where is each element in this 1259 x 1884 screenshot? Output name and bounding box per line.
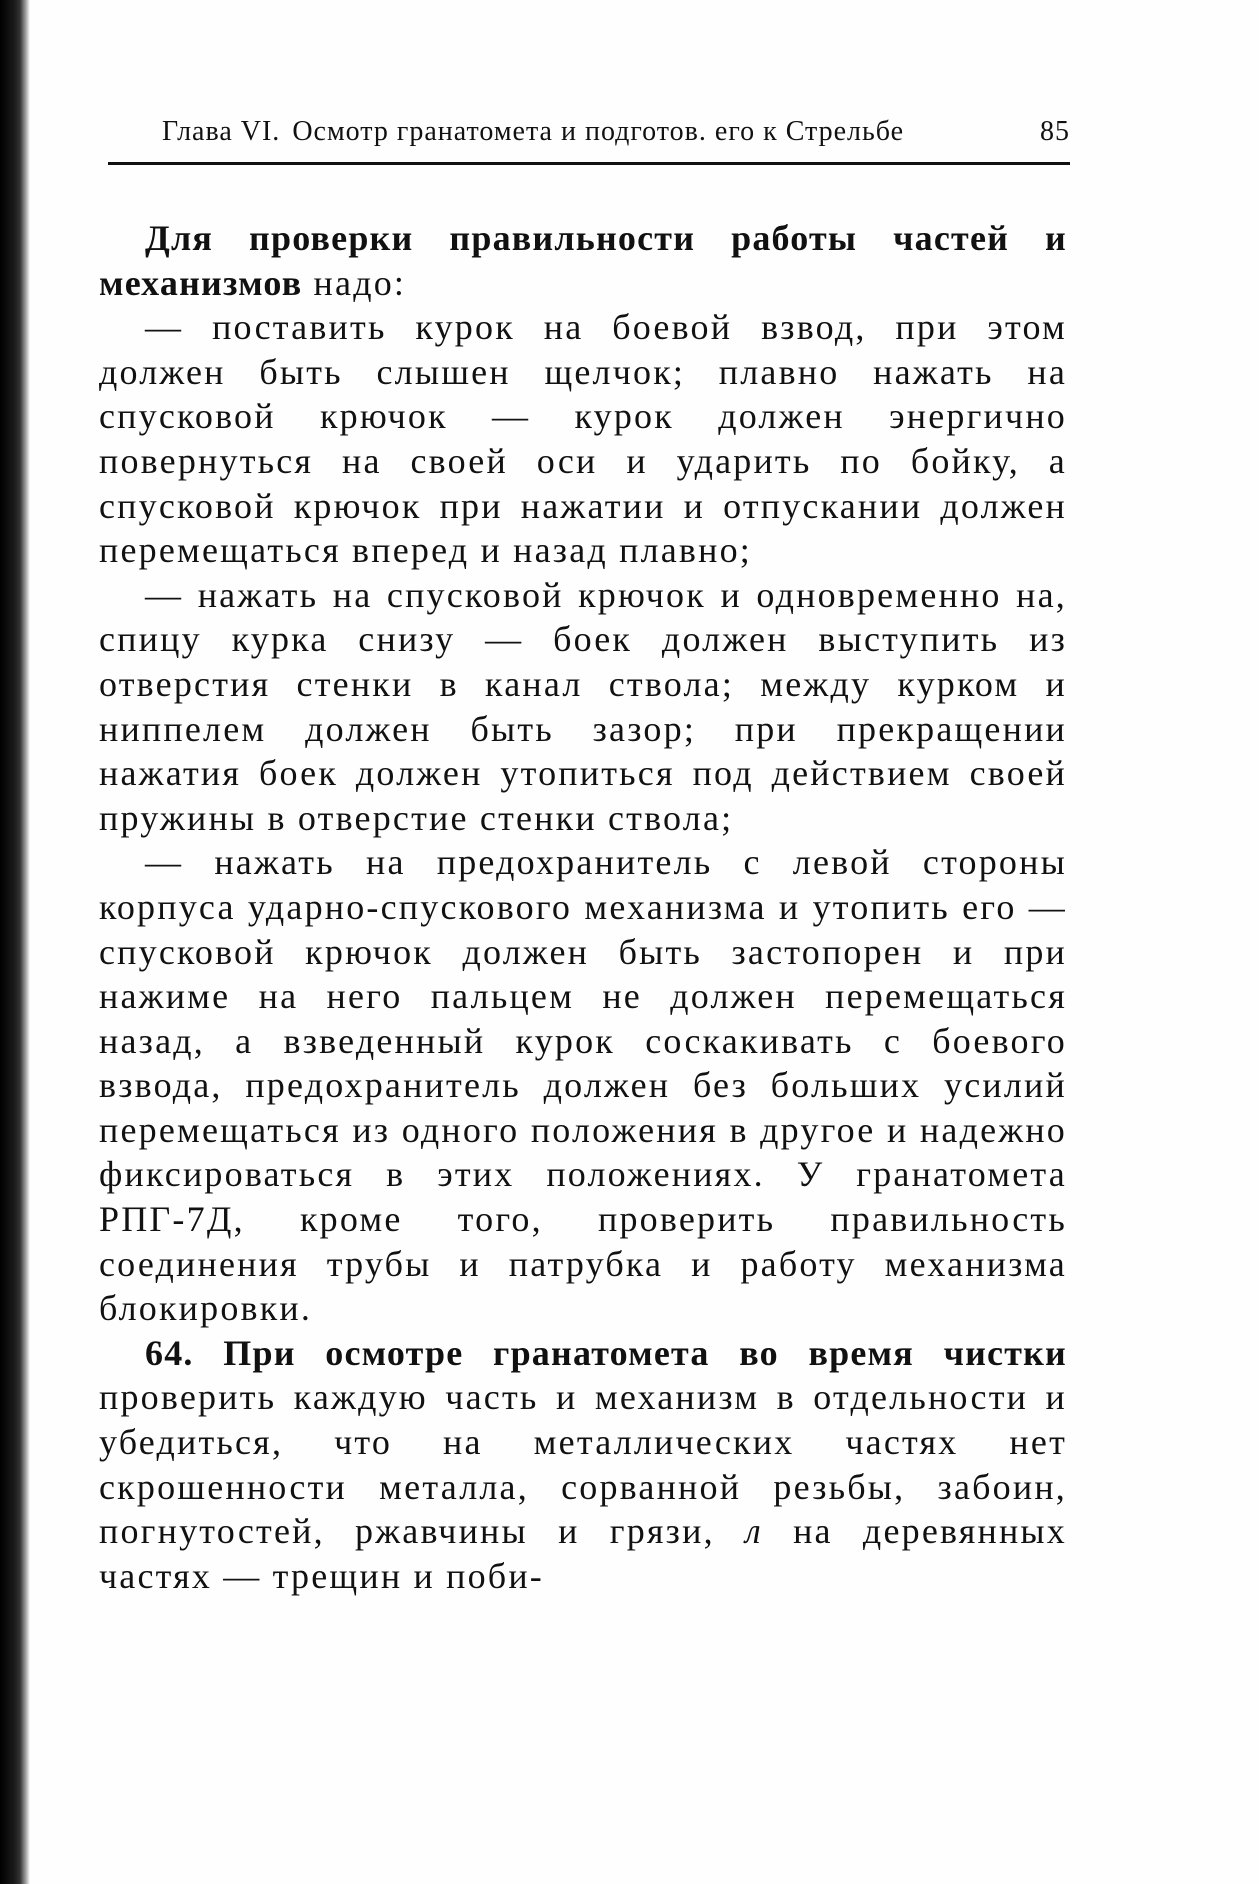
paragraph-safety-check: — нажать на предохранитель с левой стороны корпуса ударно-спускового механизма и утопить его — спусковой крючок должен быть застопорен и при нажиме на него пальцем не должен перемещаться назад, а взведенный курок соскакивать с боевого взвода, предохранитель должен без больших усилий перемещаться из одного положения в другое и надежно фиксироваться в этих положениях. У гранатомета РПГ-7Д, кроме того, проверить правильность соединения трубы и патрубка и работу механизма блокировки. bbox=[99, 842, 1067, 1329]
chapter-title: Осмотр гранатомета и подготов. его к Стрельбе bbox=[292, 116, 905, 147]
page-number: 85 bbox=[1040, 116, 1070, 147]
binding-edge bbox=[0, 0, 30, 1884]
paragraph-text: надо: bbox=[313, 262, 407, 303]
body-text bbox=[99, 216, 1067, 1598]
running-head bbox=[162, 116, 1070, 148]
chapter-label: Глава VI. bbox=[162, 116, 281, 147]
paragraph-text: проверить каждую часть и механизм в отдельности и убедиться, что на металлических частях нет скрошенности металла, сорванной резьбы, забоин, погнутостей, ржавчины и грязи, bbox=[99, 1377, 1067, 1552]
paragraph-bold-lead: 64. При осмотре гранатомета во время чистки bbox=[145, 1332, 1067, 1373]
paragraph-bold-lead: Для проверки правильности работы частей и механизмов bbox=[99, 218, 1067, 303]
paragraph-check-intro bbox=[99, 216, 1067, 305]
paragraph-text: на деревянных частях — трещин и поби- bbox=[99, 1511, 1068, 1596]
paragraph-italic: л bbox=[744, 1511, 763, 1552]
paragraph-firing-pin-check: — нажать на спусковой крючок и одновременно на, спицу курка снизу — боек должен выступить из отверстия стенки в канал ствола; между курком и ниппелем должен быть зазор; при прекращении нажатия боек должен утопиться под действием своей пружины в отверстие стенки ствола; bbox=[99, 574, 1067, 838]
paragraph-hammer-check: — поставить курок на боевой взвод, при этом должен быть слышен щелчок; плавно нажать на спусковой крючок — курок должен энергично повернуться на своей оси и ударить по бойку, а спусковой крючок при нажатии и отпускании должен перемещаться вперед и назад плавно; bbox=[99, 307, 1067, 571]
paragraph-cleaning-inspection bbox=[99, 1331, 1067, 1599]
header-rule bbox=[108, 162, 1070, 165]
